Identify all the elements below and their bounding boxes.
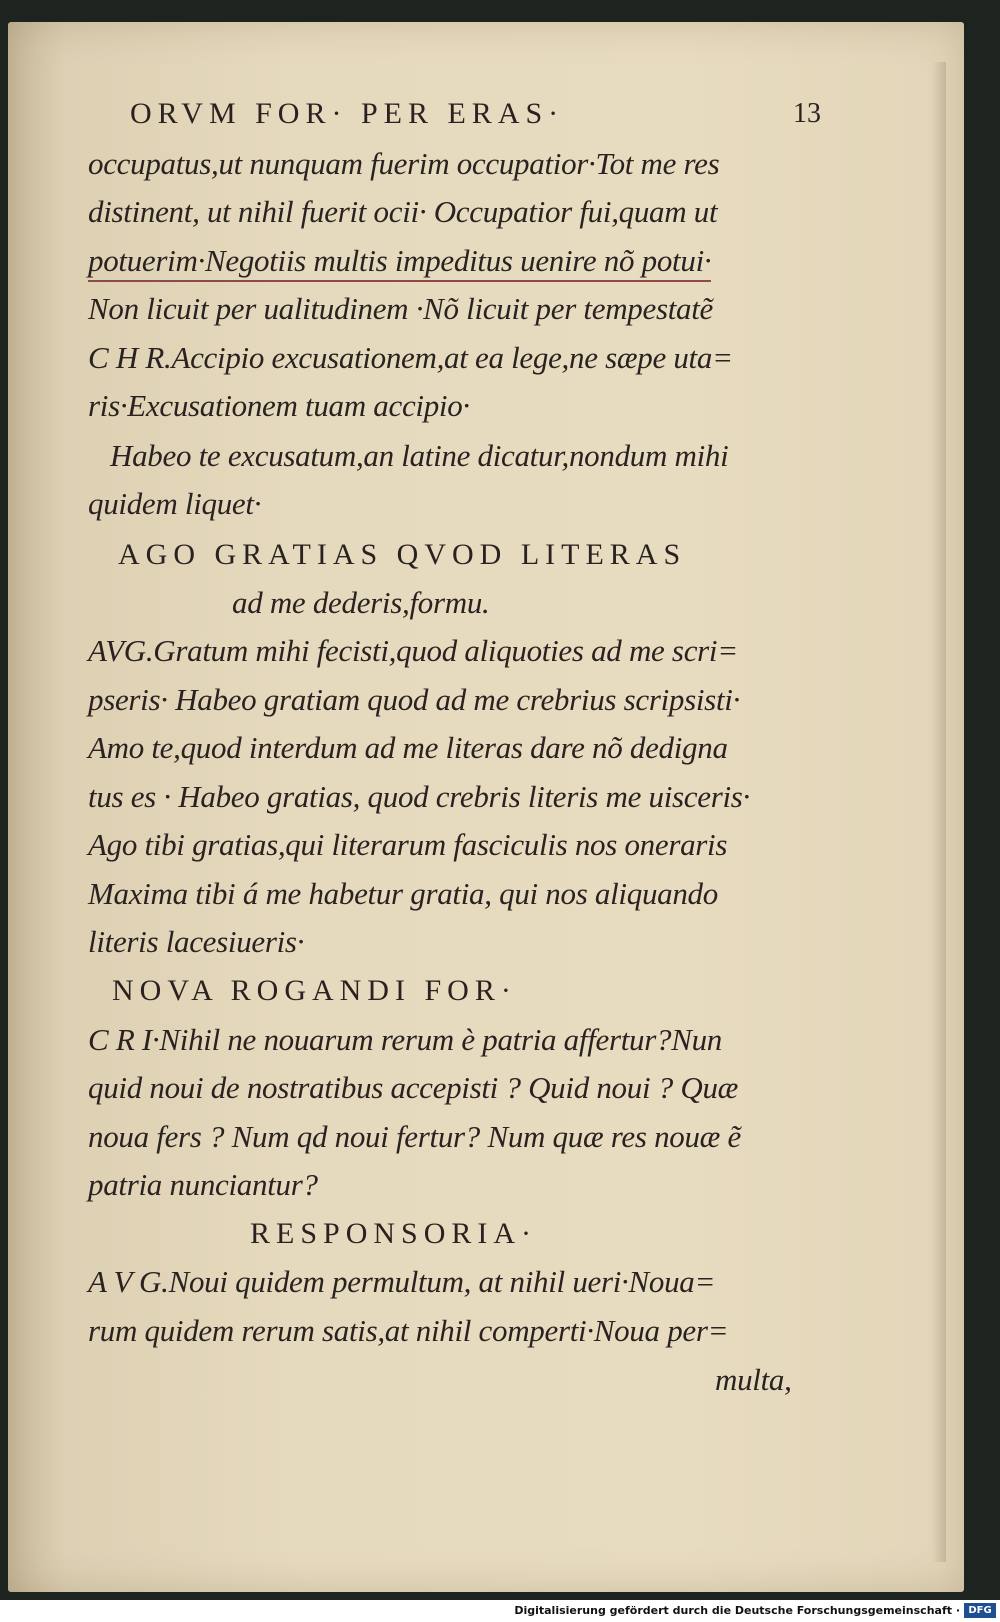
- page-edge-shadow: [932, 62, 946, 1562]
- text-line-26: multa,: [715, 1362, 792, 1397]
- text-line-20: quid noui de nostratibus accepisti ? Quid noui ? Quæ: [88, 1070, 739, 1105]
- text-line-19: C R I·Nihil ne nouarum rerum è patria affertur?Nun: [88, 1022, 722, 1057]
- text-line-17: literis lacesiueris·: [88, 924, 305, 959]
- text-line-16: Maxima tibi á me habetur gratia, qui nos aliquando: [88, 876, 718, 911]
- text-line-11: AVG.Gratum mihi fecisti,quod aliquoties ad me scri=: [88, 633, 738, 668]
- footer-credit: Digitalisierung gefördert durch die Deutsche Forschungsgemeinschaft ·: [514, 1604, 960, 1617]
- dfg-logo: DFG: [964, 1603, 996, 1618]
- section-heading-1-sub: ad me dederis,formu.: [232, 585, 490, 620]
- text-line-1: occupatus,ut nunquam fuerim occupatior·Tot me res: [88, 146, 720, 181]
- text-line-15: Ago tibi gratias,qui literarum fasciculis nos oneraris: [88, 827, 728, 862]
- page-number: 13: [793, 98, 821, 129]
- text-line-24: A V G.Noui quidem permultum, at nihil ueri·Noua=: [88, 1264, 716, 1299]
- section-heading-2: NOVA ROGANDI FOR·: [112, 974, 517, 1007]
- text-line-4: Non licuit per ualitudinem ·Nõ licuit per tempestatẽ: [88, 291, 713, 326]
- text-line-22: patria nunciantur?: [88, 1167, 318, 1202]
- section-heading-3: RESPONSORIA·: [250, 1217, 538, 1250]
- text-line-8: quidem liquet·: [88, 486, 262, 521]
- footer-bar: [0, 1600, 1000, 1622]
- text-line-2: distinent, ut nihil fuerit ocii· Occupatior fui,quam ut: [88, 194, 718, 229]
- text-line-7: Habeo te excusatum,an latine dicatur,nondum mihi: [110, 438, 729, 473]
- text-line-6: ris·Excusationem tuam accipio·: [88, 388, 470, 423]
- text-line-21: noua fers ? Num qd noui fertur? Num quæ res nouæ ẽ: [88, 1119, 741, 1154]
- text-line-25: rum quidem rerum satis,at nihil comperti·Noua per=: [88, 1313, 729, 1348]
- text-line-12: pseris· Habeo gratiam quod ad me crebrius scripsisti·: [88, 682, 741, 717]
- text-line-5: C H R.Accipio excusationem,at ea lege,ne sæpe uta=: [88, 340, 733, 375]
- text-line-14: tus es · Habeo gratias, quod crebris literis me uisceris·: [88, 779, 750, 814]
- text-line-13: Amo te,quod interdum ad me literas dare nõ dedigna: [88, 730, 728, 765]
- running-header: ORVM FOR· PER ERAS·: [130, 97, 565, 130]
- section-heading-1: AGO GRATIAS QVOD LITERAS: [118, 538, 687, 571]
- text-line-3: potuerim·Negotiis multis impeditus uenire nõ potui·: [88, 243, 711, 282]
